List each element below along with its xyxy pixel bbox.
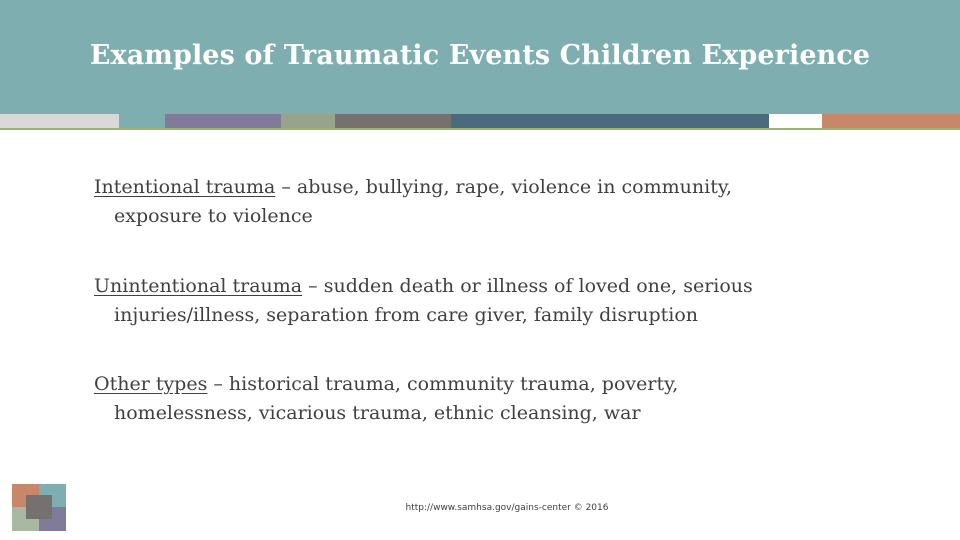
bullet-text: – abuse, bullying, rape, violence in community, [275,176,733,198]
accent-stripe-darkgray [335,114,451,128]
bullet-text-continued: exposure to violence [114,205,313,227]
term-other-types: Other types [94,373,208,395]
term-intentional-trauma: Intentional trauma [94,176,276,198]
divider-line [0,128,960,130]
accent-stripe-white [769,114,822,128]
bullet-unintentional-trauma [94,272,854,330]
accent-stripe-purple [165,114,281,128]
bullet-text-continued: homelessness, vicarious trauma, ethnic cleansing, war [114,402,641,424]
bullet-text-continued: injuries/illness, separation from care giver, family disruption [114,304,699,326]
term-unintentional-trauma: Unintentional trauma [94,275,303,297]
accent-stripe-sage [281,114,335,128]
accent-stripe-teal [119,114,165,128]
bullet-text: – sudden death or illness of loved one, serious [302,275,753,297]
accent-stripe-gray [0,114,119,128]
footer-citation: http://www.samhsa.gov/gains-center © 2016 [405,503,609,513]
bullet-intentional-trauma [94,173,854,231]
bullet-other-types [94,370,854,428]
accent-stripe-terracotta [822,114,960,128]
bullet-text: – historical trauma, community trauma, poverty, [207,373,679,395]
accent-stripe-slate [451,114,769,128]
slide-title: Examples of Traumatic Events Children Experience [89,40,871,71]
